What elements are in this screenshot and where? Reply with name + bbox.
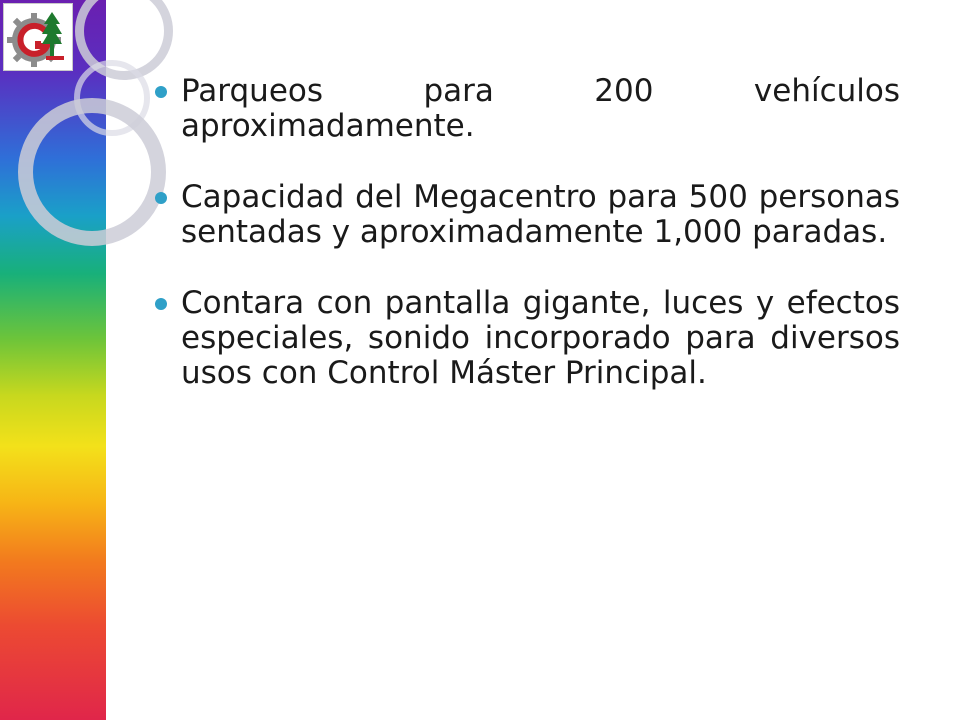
decorative-ring-large — [18, 98, 166, 246]
bullet-item-parking — [150, 74, 900, 144]
bullet-text: Capacidad del Megacentro para 500 personas sentadas y aproximadamente 1,000 paradas. — [181, 179, 900, 250]
bullet-item-features — [150, 286, 900, 391]
institution-logo — [3, 3, 73, 71]
bullet-text: Parqueos para 200 vehículos aproximadamente. — [181, 73, 900, 144]
institution-gear-logo-icon — [4, 4, 72, 70]
bullet-dot-icon — [155, 86, 167, 98]
bullet-dot-icon — [155, 298, 167, 310]
bullet-dot-icon — [155, 192, 167, 204]
bullet-text: Contara con pantalla gigante, luces y efectos especiales, sonido incorporado para diversos usos con Control Máster Principal. — [181, 285, 900, 391]
bullet-item-capacity — [150, 180, 900, 250]
slide-body — [150, 74, 900, 427]
